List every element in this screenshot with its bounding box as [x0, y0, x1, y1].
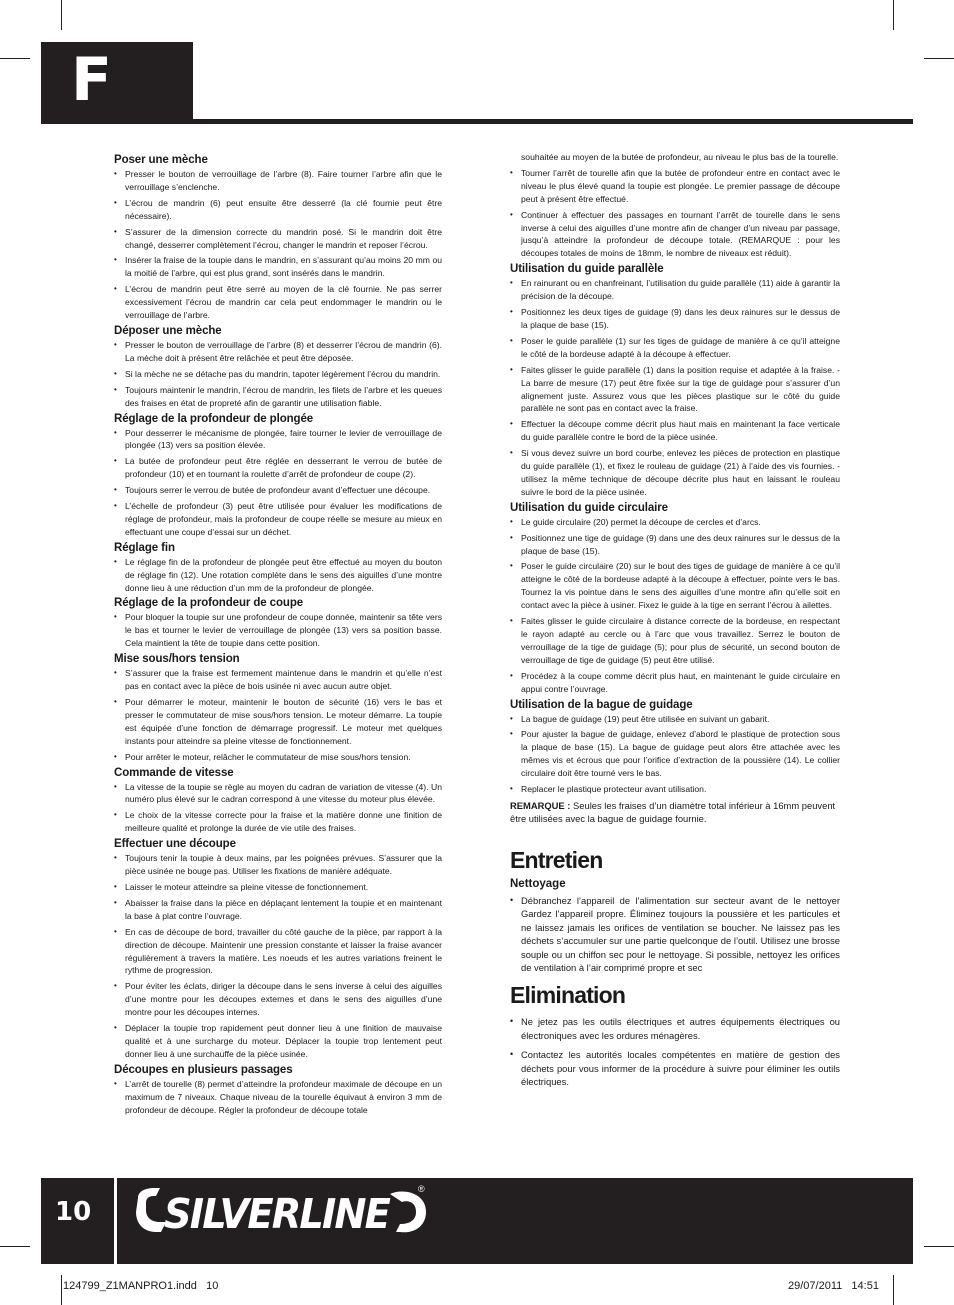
crop-mark [924, 58, 954, 59]
list-item: • Contactez les autorités locales compétentes en matière de gestion des déchets pour vous informer de la procédure à suivre pour éliminer les outils électriques. [510, 1048, 840, 1088]
list-item: • La vitesse de la toupie se règle au moyen du cadran de variation de vitesse (4). Un numéro plus élevé sur le cadran correspond à une vitesse du moteur plus élevée. [114, 781, 442, 807]
list-item: • La bague de guidage (19) peut être utilisée en suivant un gabarit. [510, 713, 840, 726]
list-item: • Le choix de la vitesse correcte pour la fraise et la matière donne une finition de meilleure qualité et prolonge la durée de vie utile des fraises. [114, 809, 442, 835]
list-item: • Pour éviter les éclats, diriger la découpe dans le sens inverse à celui des aiguilles d’une montre pour les découpes externes et dans le sens des aiguilles d’une montre pour les découpes internes. [114, 980, 442, 1019]
list-item: • Pour ajuster la bague de guidage, enlevez d’abord le plastique de protection sous la plaque de base (15). La bague de guidage peut alors être attachée avec les mêmes vis et écrous que pour l’orifice d’extraction de la poussière (14). Le collier circulaire doit être tourné vers le bas. [510, 728, 840, 780]
list-item: • Presser le bouton de verrouillage de l’arbre (8). Faire tourner l’arbre afin que le verrouillage s’enclenche. [114, 168, 442, 194]
section-heading: Utilisation du guide circulaire [510, 501, 668, 514]
section-heading: Réglage de la profondeur de coupe [114, 597, 304, 610]
list-item: • L’échelle de profondeur (3) peut être utilisée pour évaluer les modifications de réglage de profondeur, mais la profondeur de coupe réelle se mesure au mieux en effectuant une coupe d’essai sur un déchet. [114, 500, 442, 539]
elimination-list [510, 1015, 840, 1088]
list-item: • Continuer à effectuer des passages en tournant l’arrêt de tourelle dans le sens inverse à celui des aiguilles d’une montre afin de changer d’un niveau par passage, jusqu’à atteindre la profondeur de découpe totale. (REMARQUE : pour les découpes totales de moins de 18mm, le nombre de niveaux est réduit). [510, 209, 840, 261]
language-letter: F [71, 45, 112, 115]
list-item: • Faites glisser le guide parallèle (1) dans la position requise et adaptée à la fraise. - La barre de mesure (17) peut être fixée sur la tige de guidage pour s’assurer d’un alignement juste. Assurez vous que les pièces plastique sur le côté du guide parallèle ne sont pas en contact avec la fraise. [510, 364, 840, 416]
crop-mark [0, 1246, 30, 1247]
crop-mark [61, 1275, 62, 1305]
header-rule [41, 119, 913, 124]
bullet-list [114, 339, 442, 410]
list-item: • Ne jetez pas les outils électriques et autres équipements électriques ou électroniques avec les ordures ménagères. [510, 1015, 840, 1042]
page-number: 10 [55, 1197, 92, 1227]
section-heading: Mise sous/hors tension [114, 653, 240, 666]
crop-mark [61, 0, 62, 30]
list-item: • Toujours maintenir le mandrin, l’écrou de mandrin, les filets de l’arbre et les queues des fraises en état de propreté afin de garantir une utilisation fiable. [114, 384, 442, 410]
crop-mark [0, 58, 30, 59]
bullet-list [510, 713, 840, 796]
list-item: • Tourner l’arrêt de tourelle afin que la butée de profondeur entre en contact avec le niveau le plus élevé quand la toupie est plongée. Le premier passage de découpe peut à présent être effectué. [510, 167, 840, 206]
list-item: • Faites glisser le guide circulaire à distance correcte de la bordeuse, en respectant le rayon adapté au cercle ou à l’arc que vous travaillez. Serrez le bouton de verrouillage de la tige de guidage (5); pour plus de sécurité, un second bouton de verrouillage de tige de guidage (5) peut être utilisé. [510, 615, 840, 667]
list-item: • Si vous devez suivre un bord courbe, enlevez les pièces de protection en plastique du guide parallèle (1), et fixez le rouleau de guidage (21) à l’aide des vis fournies. - utilisez la même technique de découpe décrite plus haut en laissant le rouleau suivre le bord de la pièce usinée. [510, 447, 840, 499]
list-item: • L’arrêt de tourelle (8) permet d’atteindre la profondeur maximale de découpe en un maximum de 7 niveaux. Chaque niveau de la tourelle équivaut à environ 3 mm de profondeur de découpe. Régler la profondeur de découpe totale [114, 1078, 442, 1117]
list-item: • L’écrou de mandrin (6) peut ensuite être desserré (la clé fournie peut être nécessaire). [114, 197, 442, 223]
note-text: Seules les fraises d’un diamètre total inférieur à 16mm peuvent être utilisées avec la bague de guidage fournie. [510, 799, 836, 824]
note-label: REMARQUE : [510, 799, 571, 811]
entretien-list [510, 894, 840, 974]
bullet-list [114, 168, 442, 322]
date-slug: 29/07/2011 14:51 [788, 1280, 879, 1292]
section-heading: Réglage de la profondeur de plongée [114, 412, 314, 425]
section-heading: Poser une mèche [114, 154, 208, 166]
bullet-list [114, 1078, 442, 1117]
list-item: • Replacer le plastique protecteur avant utilisation. [510, 783, 840, 796]
logo-hook-left [136, 1188, 166, 1232]
section-heading: Utilisation de la bague de guidage [510, 698, 693, 711]
section-heading: Commande de vitesse [114, 766, 234, 779]
list-item: • S’assurer de la dimension correcte du mandrin posé. Si le mandrin doit être changé, desserrer complètement l’écrou, changer le mandrin et reposer l’écrou. [114, 226, 442, 252]
right-column [510, 151, 840, 1094]
logo-hook-right [390, 1191, 426, 1232]
list-item: • Positionnez les deux tiges de guidage (9) dans les deux rainures sur le dessus de la plaque de base (15). [510, 306, 840, 332]
logo-wordmark: SILVERLINE [164, 1190, 391, 1238]
bullet-list [114, 611, 442, 650]
continued-text: souhaitée au moyen de la butée de profondeur, au niveau le plus bas de la tourelle. [521, 152, 839, 162]
list-item: • Pour démarrer le moteur, maintenir le bouton de sécurité (16) vers le bas et presser le commutateur de mise sous/hors tension. Le moteur démarre. La toupie est équipée d’une fonction de démarrage progressif. Le moteur met quelques instants pour atteindre sa pleine vitesse de fonctionnement. [114, 696, 442, 748]
list-item: • Procédez à la coupe comme décrit plus haut, en maintenant le guide circulaire en appui contre l’ouvrage. [510, 670, 840, 696]
silverline-logo [134, 1186, 434, 1243]
list-item: • En rainurant ou en chanfreinant, l’utilisation du guide parallèle (11) aide à garantir la précision de la découpe. [510, 277, 840, 303]
list-item: • Poser le guide parallèle (1) sur les tiges de guidage de manière à ce qu’il atteigne le côté de la bordeuse adapté à la découpe à effectuer. [510, 335, 840, 361]
section-heading: Réglage fin [114, 541, 175, 554]
section-heading: Découpes en plusieurs passages [114, 1063, 293, 1076]
list-item: • En cas de découpe de bord, travailler du côté gauche de la pièce, par rapport à la direction de découpe. Maintenir une pression constante et laisser la fraise avancer régulièrement à travers la matière. Les noeuds et les autres variations freinent le rythme de progression. [114, 926, 442, 978]
list-item: • Pour desserrer le mécanisme de plongée, faire tourner le levier de verrouillage de plongée (13) vers sa position élevée. [114, 427, 442, 453]
registered-mark: ® [418, 1184, 425, 1194]
list-item: • Laisser le moteur atteindre sa pleine vitesse de fonctionnement. [114, 881, 442, 894]
list-item: • Positionnez une tige de guidage (9) dans une des deux rainures sur le dessus de la plaque de base (15). [510, 532, 840, 558]
section-heading: Effectuer une découpe [114, 838, 236, 851]
bullet-list [510, 277, 840, 499]
bullet-list [114, 852, 442, 1061]
list-item: • S’assurer que la fraise est fermement maintenue dans le mandrin et qu’elle n’est pas en contact avec la pièce de bois usinée ni avec aucun autre objet. [114, 667, 442, 693]
crop-mark [893, 1275, 894, 1305]
list-item: • Débranchez l’appareil de l’alimentation sur secteur avant de le nettoyer Gardez l’appareil propre. Éliminez toujours la poussière et les particules et ne laissez jamais les orifices de ventilation se boucher. Ne laissez pas les déchets s’accumuler sur une partie quelconque de l’outil. Utilisez une brosse souple ou un chiffon sec pour le nettoyage. Si possible, nettoyez les orifices de ventilation à l’air comprimé propre et sec [510, 894, 840, 974]
list-item: • Poser le guide circulaire (20) sur le bout des tiges de guidage de manière à ce qu’il atteigne le côté de la bordeuse adapté à la découpe à effectuer, pointe vers le bas. Tournez la vis pointue dans le sens des aiguilles d’une montre afin qu’elle soit en contact avec la pièce à usiner. Fixez le guide à la tige en serrant l’écrou à ailettes. [510, 560, 840, 612]
list-item: • Effectuer la découpe comme décrit plus haut mais en maintenant la face verticale du guide parallèle contre le bord de la pièce usinée. [510, 418, 840, 444]
bullet-list [114, 667, 442, 763]
section-heading: Utilisation du guide parallèle [510, 263, 664, 276]
note-paragraph [510, 799, 840, 825]
list-item: • L’écrou de mandrin peut être serré au moyen de la clé fournie. Ne pas serrer excessivement l’écrou de mandrin car cela peut endommager le mandrin ou le verrouillage de l’arbre. [114, 283, 442, 322]
list-item: • Presser le bouton de verrouillage de l’arbre (8) et desserrer l’écrou de mandrin (6). La mèche doit à présent être relâchée et peut être déposée. [114, 339, 442, 365]
list-item: • Pour arrêter le moteur, relâcher le commutateur de mise sous/hors tension. [114, 751, 442, 764]
section-heading: Déposer une mèche [114, 324, 222, 337]
file-slug: 124799_Z1MANPRO1.indd 10 [63, 1280, 219, 1292]
list-item: • Le réglage fin de la profondeur de plongée peut être effectué au moyen du bouton de réglage fin (12). Une rotation complète dans le sens des aiguilles d’une montre donne lieu à une réduction d’un mm de la profondeur de plongée. [114, 556, 442, 595]
elimination-title: Elimination [510, 982, 626, 1009]
list-item: • Pour bloquer la toupie sur une profondeur de coupe donnée, maintenir sa tête vers le bas et tourner le levier de verrouillage de plongée (13) vers sa position basse. Cela maintient la tête de toupie dans cette position. [114, 611, 442, 650]
bullet-list [114, 556, 442, 595]
crop-mark [924, 1246, 954, 1247]
crop-mark [893, 0, 894, 30]
list-item: • La butée de profondeur peut être réglée en desserrant le verrou de butée de profondeur (10) et en tournant la roulette d’arrêt de profondeur de coupe (2). [114, 455, 442, 481]
list-item: • Le guide circulaire (20) permet la découpe de cercles et d’arcs. [510, 516, 840, 529]
bullet-list [114, 781, 442, 836]
entretien-title: Entretien [510, 846, 603, 873]
bullet-list [510, 516, 840, 696]
list-item: • Toujours tenir la toupie à deux mains, par les poignées prévues. S’assurer que la pièce usinée ne bouge pas. Utiliser les fixations de manière adéquate. [114, 852, 442, 878]
list-item: • Déplacer la toupie trop rapidement peut donner lieu à une finition de mauvaise qualité et à une surcharge du moteur. Déplacer la toupie trop lentement peut donner lieu à une surchauffe de la pièce usinée. [114, 1022, 442, 1061]
continued-list [510, 167, 840, 260]
right-sections [510, 263, 840, 796]
list-item: • Insérer la fraise de la toupie dans le mandrin, en s’assurant qu’au moins 20 mm ou la moitié de l’arbre, qui est plus grand, sont insérés dans le mandrin. [114, 254, 442, 280]
list-item: • Toujours serrer le verrou de butée de profondeur avant d’effectuer une découpe. [114, 484, 442, 497]
list-item: • Si la mèche ne se détache pas du mandrin, tapoter légèrement l’écrou du mandrin. [114, 368, 442, 381]
bullet-list [114, 427, 442, 539]
list-item: • Abaisser la fraise dans la pièce en déplaçant lentement la toupie et en maintenant la base à plat contre l’ouvrage. [114, 897, 442, 923]
language-tab [41, 42, 193, 124]
left-column [114, 151, 442, 1119]
nettoyage-heading: Nettoyage [510, 877, 566, 890]
silverline-logo-mark [134, 1186, 434, 1238]
